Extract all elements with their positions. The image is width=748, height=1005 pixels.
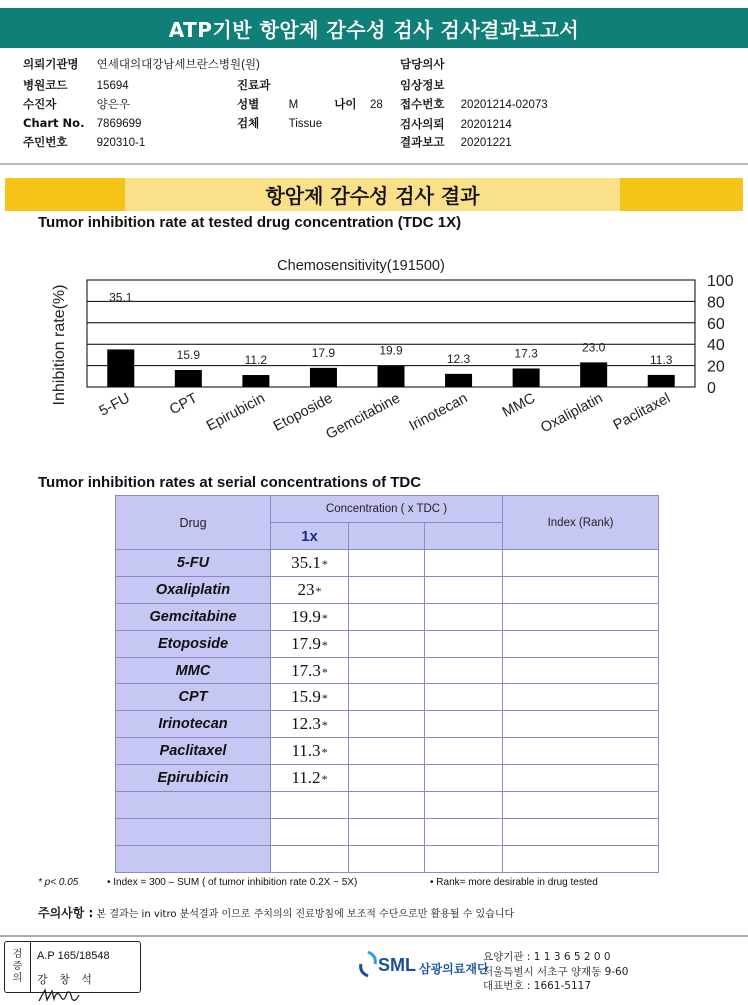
chart-x-tick-label: Irinotecan <box>406 390 471 435</box>
caution-label: 주의사항 : <box>38 906 94 920</box>
patient-row <box>23 96 130 112</box>
empty-cell <box>503 845 659 872</box>
table-row <box>116 818 659 845</box>
table-header-row <box>116 496 659 523</box>
footer-divider <box>0 935 748 937</box>
chemosensitivity-chart <box>0 245 748 505</box>
empty-cell <box>503 630 659 657</box>
clinical-label: 임상정보 <box>400 78 445 92</box>
hospital-code-label: 병원코드 <box>23 78 68 92</box>
chart-y-axis-label: Inhibition rate(%) <box>51 284 68 406</box>
footnote-rank: • Rank= more desirable in drug tested <box>430 877 598 888</box>
footnote-index: • Index = 300 – SUM ( of tumor inhibition rate 0.2X ~ 5X) <box>107 877 358 888</box>
empty-cell <box>425 603 503 630</box>
specimen-row <box>237 115 322 131</box>
empty-cell <box>349 738 425 765</box>
specimen-label: 검체 <box>237 116 260 130</box>
section-band <box>5 178 743 211</box>
org-code: 요양기관 : 1 1 3 6 5 2 0 0 <box>483 951 611 963</box>
chart-bar <box>648 375 675 387</box>
chart-x-tick-label: Paclitaxel <box>610 390 674 434</box>
patient-value: 양은우 <box>96 99 130 111</box>
empty-cell <box>425 765 503 792</box>
chart-title: Chemosensitivity(191500) <box>277 258 445 274</box>
chart-bar <box>580 362 607 387</box>
chart-value-label: 17.9 <box>311 345 336 360</box>
table-row <box>116 603 659 630</box>
chart-value-label: 17.3 <box>514 346 538 361</box>
value-text: 17.9 <box>291 633 321 653</box>
drug-name-cell <box>116 845 271 872</box>
empty-cell <box>425 818 503 845</box>
drug-name-cell <box>116 818 271 845</box>
significance-star: * <box>321 745 328 760</box>
section-title: 항암제 감수성 검사 결과 <box>125 178 620 211</box>
chart-x-tick-label: Epirubicin <box>204 390 268 435</box>
heading-tdc: Tumor inhibition rate at tested drug concentration (TDC 1X) <box>38 214 462 231</box>
empty-cell <box>349 792 425 819</box>
info-divider <box>0 163 748 165</box>
value-text: 17.3 <box>291 660 321 680</box>
chart-y-ticks <box>707 273 734 397</box>
empty-cell <box>503 818 659 845</box>
chart-no-row <box>23 116 141 130</box>
value-text: 11.2 <box>291 768 321 788</box>
value-1x-cell <box>271 792 349 819</box>
drug-name-cell <box>116 792 271 819</box>
empty-cell <box>425 657 503 684</box>
chart-x-tick-label: Oxaliplatin <box>538 390 606 437</box>
empty-cell <box>349 550 425 577</box>
drug-name-cell: 5-FU <box>116 550 271 577</box>
drug-name-cell: Paclitaxel <box>116 738 271 765</box>
empty-cell <box>349 818 425 845</box>
empty-cell <box>349 684 425 711</box>
chart-no-label: Chart No. <box>23 116 85 130</box>
caution-text: 본 결과는 in vitro 분석결과 이므로 주치의의 진료방침에 보조적 수단으로만 활용될 수 있습니다 <box>96 909 515 920</box>
stamp-name-text: 강 창 석 <box>37 973 96 986</box>
table-row <box>116 684 659 711</box>
specimen-value: Tissue <box>288 118 323 130</box>
value-1x-cell <box>271 630 349 657</box>
stamp-code: A.P 165/18548 <box>37 950 110 962</box>
table-row <box>116 765 659 792</box>
empty-cell <box>425 576 503 603</box>
receipt-value: 20201214-02073 <box>460 99 548 111</box>
chart-x-tick-label: Gemcitabine <box>323 390 403 443</box>
table-row <box>116 657 659 684</box>
value-text: 11.3 <box>291 741 321 761</box>
org-name: 삼광의료재단 <box>419 962 489 976</box>
report-label: 결과보고 <box>400 135 445 149</box>
empty-cell <box>425 711 503 738</box>
receipt-label: 접수번호 <box>400 97 445 111</box>
table-row <box>116 576 659 603</box>
chart-value-label: 12.3 <box>446 351 471 366</box>
report-title: ATP기반 항암제 감수성 검사 검사결과보고서 <box>0 8 748 48</box>
chart-bar <box>107 349 134 387</box>
age-label: 나이 <box>334 97 357 111</box>
institution-label: 의뢰기관명 <box>23 57 79 71</box>
stamp-char: 증 <box>12 961 23 972</box>
empty-cell <box>425 845 503 872</box>
institution-row <box>23 56 260 72</box>
verifier-stamp <box>4 941 141 993</box>
clinical-row <box>400 77 444 93</box>
significance-star: * <box>321 772 328 787</box>
value-1x-cell <box>271 603 349 630</box>
drug-header: Drug <box>116 496 271 550</box>
sml-logo-icon <box>357 950 379 978</box>
empty-cell <box>503 657 659 684</box>
dept-label: 진료과 <box>237 78 271 92</box>
chart-y-tick-label: 40 <box>707 337 725 355</box>
empty-cell <box>349 603 425 630</box>
age-value: 28 <box>369 99 383 111</box>
empty-cell <box>425 630 503 657</box>
drug-table <box>115 495 659 873</box>
empty-cell <box>425 792 503 819</box>
table-row <box>116 550 659 577</box>
org-address: 서울특별시 서초구 양재동 9-60 <box>483 965 629 978</box>
value-1x-cell <box>271 765 349 792</box>
chart-y-tick-label: 0 <box>707 380 716 397</box>
hospital-code-row <box>23 77 129 93</box>
value-text: 19.9 <box>291 606 321 626</box>
stamp-name <box>37 971 140 1005</box>
hospital-code-value: 15694 <box>96 80 129 92</box>
request-value: 20201214 <box>460 119 512 131</box>
org-logo-text: SML <box>378 955 416 975</box>
request-label: 검사의뢰 <box>400 117 445 131</box>
drug-name-cell: Gemcitabine <box>116 603 271 630</box>
empty-cell <box>503 550 659 577</box>
value-1x-cell <box>271 576 349 603</box>
chart-y-tick-label: 20 <box>707 358 725 376</box>
value-text: 15.9 <box>291 687 321 707</box>
chart-x-labels <box>97 390 673 442</box>
request-row <box>400 116 512 132</box>
patient-label: 수진자 <box>23 97 57 111</box>
empty-cell <box>503 684 659 711</box>
chart-bar <box>242 375 269 387</box>
chart-value-label: 19.9 <box>379 343 403 358</box>
heading-serial: Tumor inhibition rates at serial concentrations of TDC <box>38 474 422 491</box>
doctor-label: 담당의사 <box>400 57 445 71</box>
table-row <box>116 738 659 765</box>
org-contact <box>483 950 628 994</box>
chart-x-tick-label: CPT <box>167 390 201 419</box>
report-row <box>400 134 512 150</box>
empty-cell <box>425 738 503 765</box>
value-1x-cell <box>271 845 349 872</box>
stamp-vertical-label <box>5 942 31 992</box>
value-1x-cell <box>271 684 349 711</box>
empty-cell <box>425 684 503 711</box>
subheader-empty <box>425 523 503 550</box>
caution-note <box>38 904 514 921</box>
empty-cell <box>349 657 425 684</box>
significance-star: * <box>321 664 328 679</box>
stamp-char: 의 <box>12 973 23 984</box>
chart-y-tick-label: 80 <box>707 294 725 312</box>
chart-bar <box>445 374 472 387</box>
empty-cell <box>425 550 503 577</box>
value-text: 12.3 <box>291 714 321 734</box>
chart-no-value: 7869699 <box>96 118 142 130</box>
chart-x-tick-label: 5-FU <box>96 390 133 420</box>
significance-star: * <box>321 691 328 706</box>
chart-y-tick-label: 100 <box>707 273 734 290</box>
chart-x-tick-label: Etoposide <box>270 390 336 435</box>
drug-name-cell: Etoposide <box>116 630 271 657</box>
receipt-row <box>400 96 548 112</box>
drug-name-cell: Epirubicin <box>116 765 271 792</box>
org-phone: 대표번호 : 1661-5117 <box>483 980 592 992</box>
dept-row <box>237 77 270 93</box>
stamp-char: 검 <box>12 949 23 960</box>
drug-name-cell: MMC <box>116 657 271 684</box>
value-1x-cell <box>271 818 349 845</box>
chart-x-tick-label: MMC <box>499 390 538 421</box>
subheader-1x: 1x <box>271 523 349 550</box>
chart-value-label: 11.3 <box>649 352 673 367</box>
empty-cell <box>503 738 659 765</box>
table-row <box>116 630 659 657</box>
empty-cell <box>503 792 659 819</box>
significance-star: * <box>321 556 328 571</box>
chart-value-label: 23.0 <box>581 340 606 355</box>
chart-bar <box>513 368 540 387</box>
chart-value-label: 15.9 <box>176 347 201 362</box>
signature-icon <box>37 987 81 1005</box>
value-text: 35.1 <box>291 552 321 572</box>
drug-name-cell: Oxaliplatin <box>116 576 271 603</box>
empty-cell <box>503 603 659 630</box>
significance-star: * <box>321 718 328 733</box>
significance-star: * <box>321 637 328 652</box>
subheader-empty <box>349 523 425 550</box>
empty-cell <box>503 765 659 792</box>
table-row <box>116 845 659 872</box>
value-1x-cell <box>271 657 349 684</box>
empty-cell <box>349 845 425 872</box>
value-text: 23 <box>297 579 315 599</box>
chart-y-tick-label: 60 <box>707 315 725 333</box>
empty-cell <box>503 576 659 603</box>
index-header: Index (Rank) <box>503 496 659 550</box>
drug-name-cell: Irinotecan <box>116 711 271 738</box>
chart-bar <box>175 370 202 387</box>
chart-bar <box>378 366 405 387</box>
footnote-p <box>38 877 78 888</box>
significance-star: * <box>321 610 328 625</box>
resident-label: 주민번호 <box>23 135 68 149</box>
significance-star: * <box>315 583 322 598</box>
sex-label: 성별 <box>237 97 260 111</box>
report-value: 20201221 <box>460 137 512 149</box>
drug-name-cell: CPT <box>116 684 271 711</box>
resident-value: 920310-1 <box>96 137 146 149</box>
sex-value: M <box>288 99 299 111</box>
empty-cell <box>349 576 425 603</box>
empty-cell <box>503 711 659 738</box>
value-1x-cell <box>271 550 349 577</box>
empty-cell <box>349 630 425 657</box>
table-row <box>116 792 659 819</box>
doctor-row <box>400 56 444 72</box>
chart-value-label: 35.1 <box>109 290 133 305</box>
chart-bar <box>310 368 337 387</box>
value-1x-cell <box>271 738 349 765</box>
value-1x-cell <box>271 711 349 738</box>
resident-row <box>23 134 145 150</box>
empty-cell <box>349 711 425 738</box>
footnote-p-text: * p< 0.05 <box>38 877 79 888</box>
chart-value-label: 11.2 <box>244 353 268 368</box>
institution-value: 연세대의대강남세브란스병원(원) <box>96 59 260 71</box>
empty-cell <box>349 765 425 792</box>
table-row <box>116 711 659 738</box>
concentration-header: Concentration ( x TDC ) <box>271 496 503 523</box>
sex-age-row <box>237 96 383 112</box>
